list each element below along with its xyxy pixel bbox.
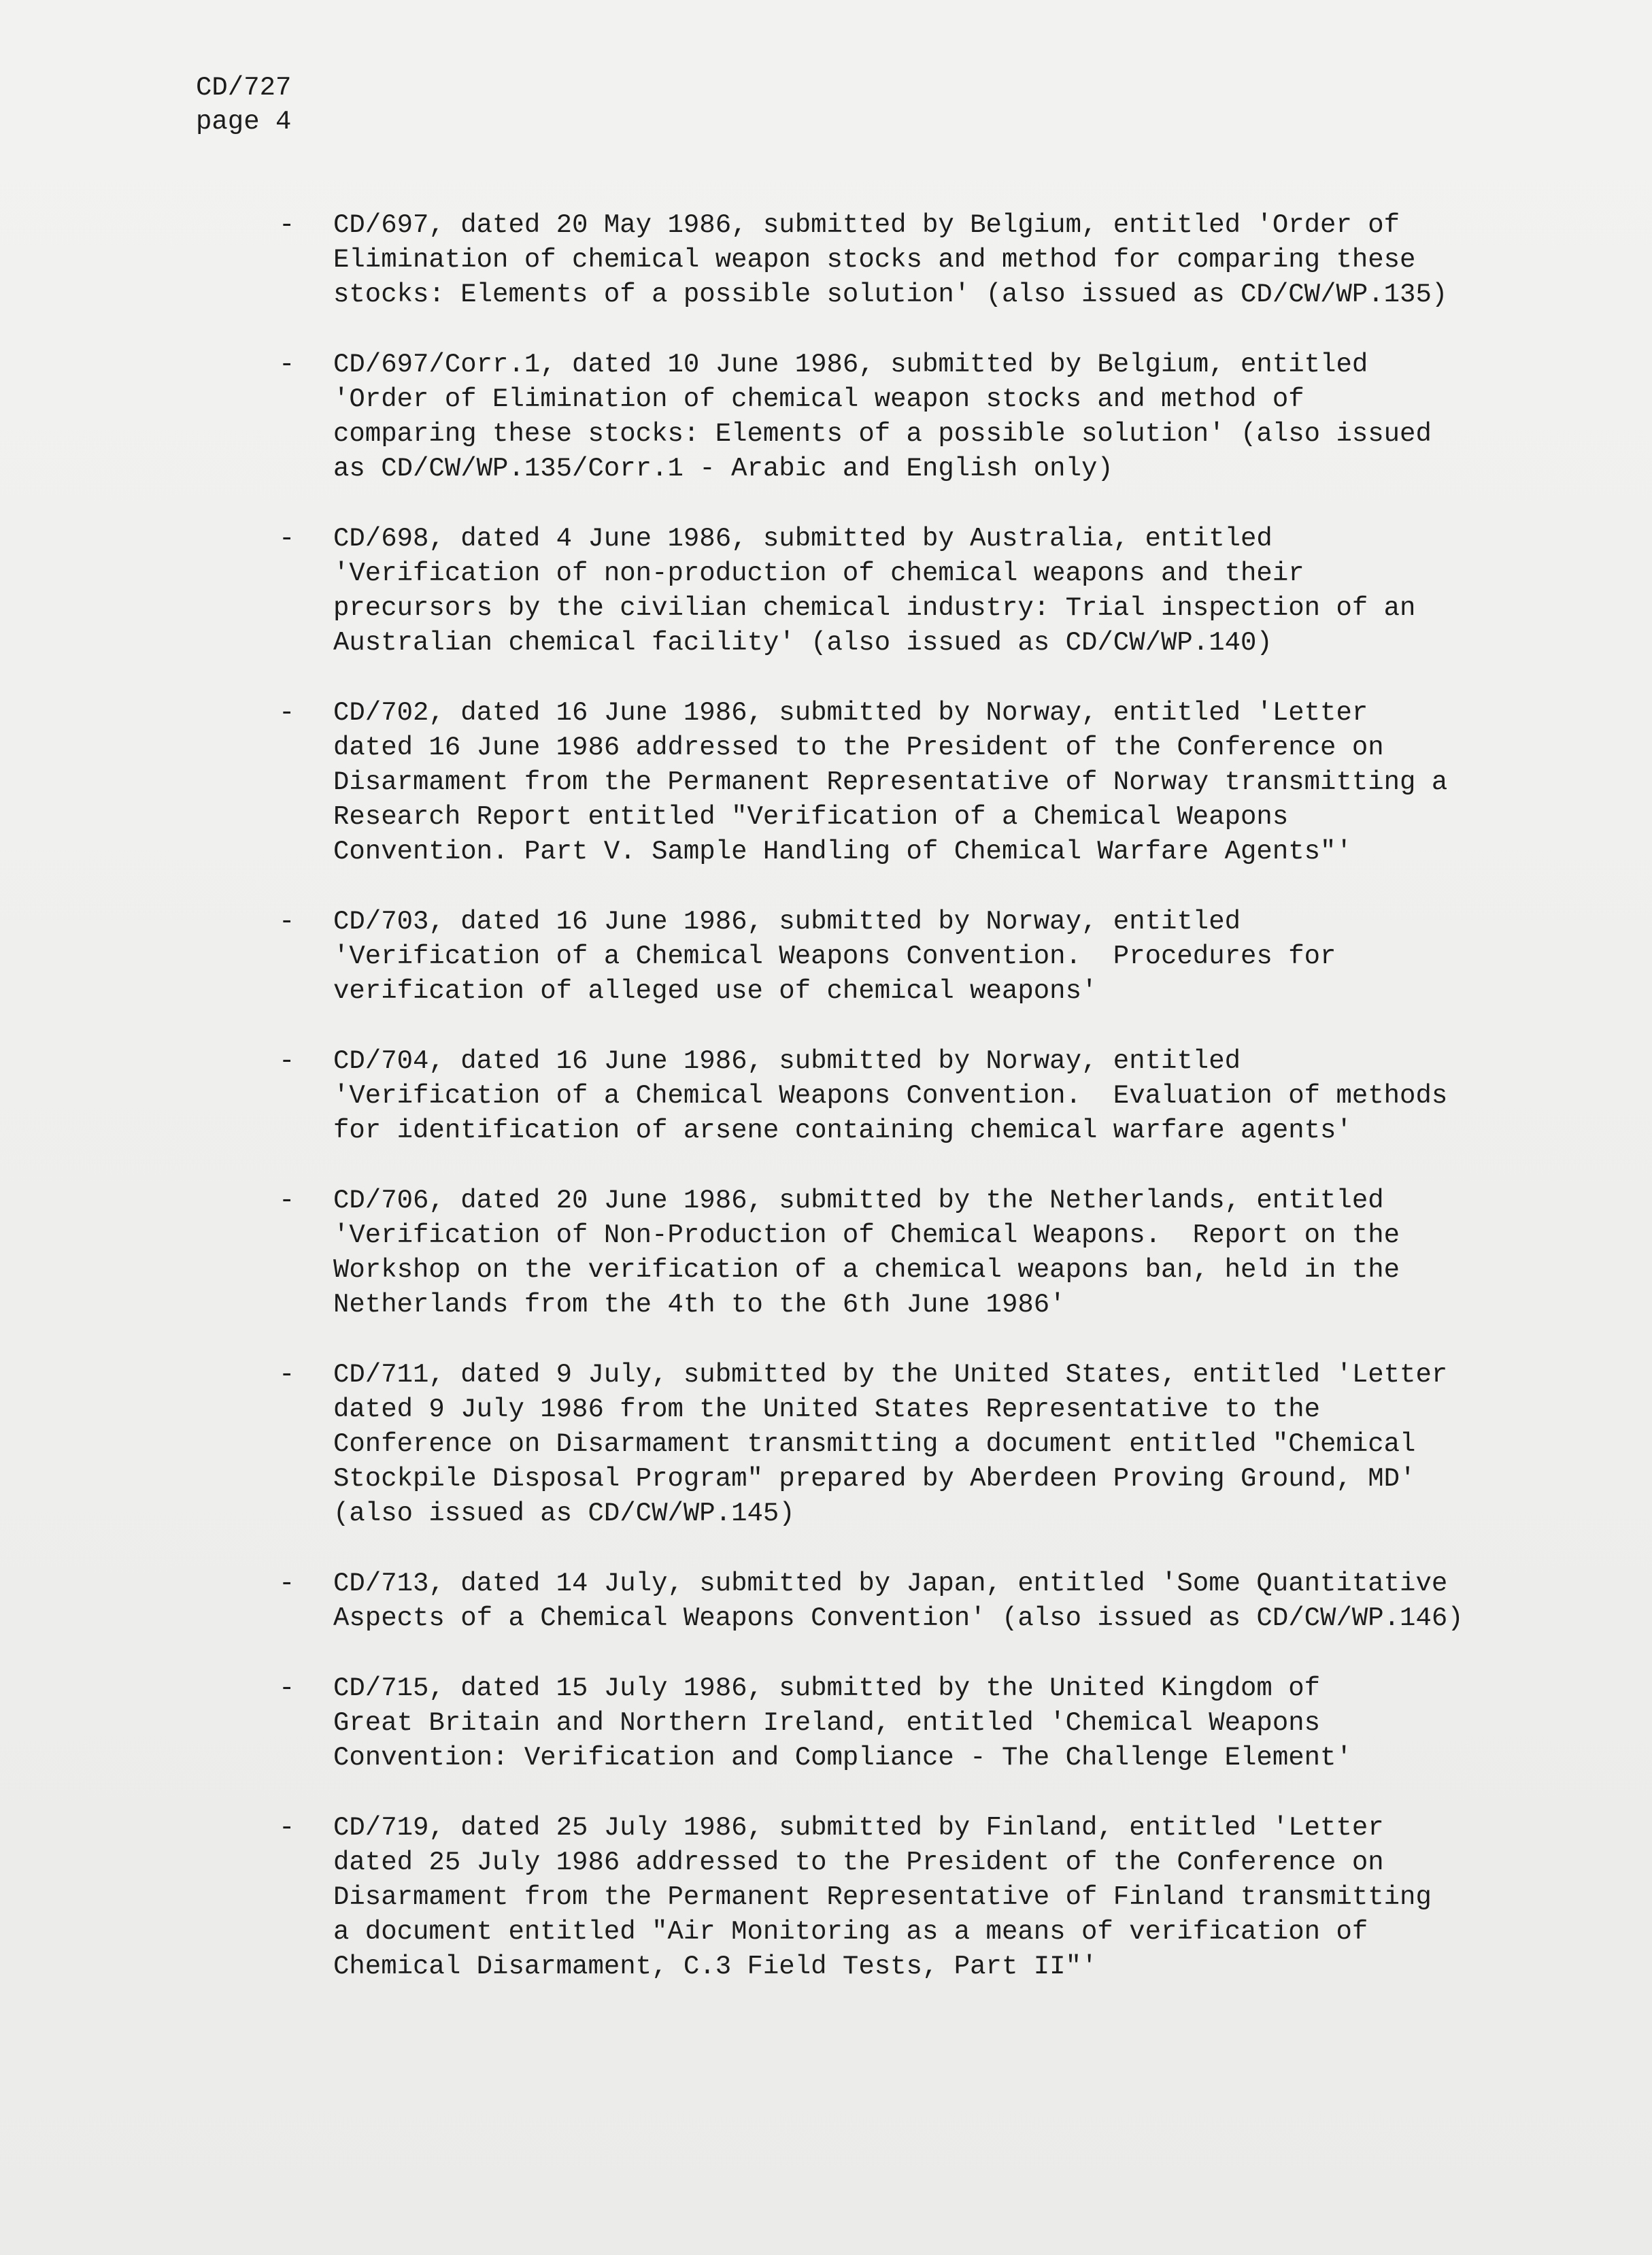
list-item-text-line: for identification of arsene containing chemical warfare agents': [333, 1116, 1352, 1146]
list-item-text-line: CD/697/Corr.1, dated 10 June 1986, submitted by Belgium, entitled: [333, 350, 1368, 380]
list-item-text-line: (also issued as CD/CW/WP.145): [333, 1499, 795, 1529]
list-bullet-dash: -: [279, 210, 295, 240]
list-item-text-line: Aspects of a Chemical Weapons Convention' (also issued as CD/CW/WP.146): [333, 1603, 1464, 1633]
list-item-text-line: dated 16 June 1986 addressed to the President of the Conference on: [333, 733, 1384, 763]
list-item-text-line: Disarmament from the Permanent Representative of Norway transmitting a: [333, 767, 1448, 797]
list-item-text-line: Chemical Disarmament, C.3 Field Tests, Part II"': [333, 1952, 1098, 1982]
document-list: [279, 208, 1612, 2020]
list-item: [279, 696, 1612, 869]
list-bullet-dash: -: [279, 1673, 295, 1703]
list-item-text-line: CD/719, dated 25 July 1986, submitted by Finland, entitled 'Letter: [333, 1813, 1384, 1843]
list-bullet-dash: -: [279, 1360, 295, 1390]
list-item-text-line: 'Verification of non-production of chemical weapons and their: [333, 558, 1304, 588]
list-item-text-line: CD/702, dated 16 June 1986, submitted by Norway, entitled 'Letter: [333, 698, 1368, 728]
list-item-text-line: CD/715, dated 15 July 1986, submitted by the United Kingdom of: [333, 1673, 1321, 1703]
page-header: [196, 71, 291, 139]
list-item-text-line: CD/697, dated 20 May 1986, submitted by Belgium, entitled 'Order of: [333, 210, 1400, 240]
list-item: [279, 348, 1612, 486]
list-bullet-dash: -: [279, 1186, 295, 1216]
list-item-text-line: Research Report entitled "Verification of a Chemical Weapons: [333, 802, 1289, 832]
list-item-text-line: 'Verification of a Chemical Weapons Convention. Procedures for: [333, 941, 1336, 971]
list-item-text-line: CD/704, dated 16 June 1986, submitted by Norway, entitled: [333, 1046, 1241, 1076]
list-item-text-line: dated 25 July 1986 addressed to the President of the Conference on: [333, 1848, 1384, 1877]
list-item-text-line: precursors by the civilian chemical industry: Trial inspection of an: [333, 593, 1416, 623]
list-item-text-line: CD/698, dated 4 June 1986, submitted by Australia, entitled: [333, 524, 1272, 554]
list-item-text-line: CD/703, dated 16 June 1986, submitted by Norway, entitled: [333, 907, 1241, 937]
list-item-text-line: 'Order of Elimination of chemical weapon stocks and method of: [333, 384, 1304, 414]
list-item: [279, 905, 1612, 1009]
list-bullet-dash: -: [279, 350, 295, 380]
list-item-text-line: Disarmament from the Permanent Representative of Finland transmitting: [333, 1882, 1432, 1912]
list-item: [279, 522, 1612, 661]
list-bullet-dash: -: [279, 1813, 295, 1843]
list-item: [279, 1671, 1612, 1775]
list-item-text-line: as CD/CW/WP.135/Corr.1 - Arabic and English only): [333, 454, 1113, 484]
list-item: [279, 1184, 1612, 1322]
list-item-text-line: Stockpile Disposal Program" prepared by Aberdeen Proving Ground, MD': [333, 1464, 1416, 1494]
list-bullet-dash: -: [279, 1569, 295, 1599]
list-item-text-line: Great Britain and Northern Ireland, entitled 'Chemical Weapons: [333, 1708, 1321, 1738]
list-item: [279, 208, 1612, 312]
list-item-text-line: a document entitled "Air Monitoring as a means of verification of: [333, 1917, 1368, 1947]
list-item-text-line: Netherlands from the 4th to the 6th June 1986': [333, 1290, 1066, 1320]
list-item-text-line: verification of alleged use of chemical weapons': [333, 976, 1098, 1006]
list-item-text-line: CD/713, dated 14 July, submitted by Japan, entitled 'Some Quantitative: [333, 1569, 1448, 1599]
list-item-text-line: CD/706, dated 20 June 1986, submitted by the Netherlands, entitled: [333, 1186, 1384, 1216]
list-item-text-line: dated 9 July 1986 from the United States Representative to the: [333, 1394, 1321, 1424]
list-item: [279, 1567, 1612, 1636]
list-item-text-line: Australian chemical facility' (also issued as CD/CW/WP.140): [333, 628, 1272, 658]
list-item-text-line: 'Verification of a Chemical Weapons Convention. Evaluation of methods: [333, 1081, 1448, 1111]
list-item-text-line: Convention. Part V. Sample Handling of Chemical Warfare Agents"': [333, 837, 1352, 867]
list-item-text-line: Convention: Verification and Compliance - The Challenge Element': [333, 1743, 1352, 1773]
list-bullet-dash: -: [279, 907, 295, 937]
list-item-text-line: Conference on Disarmament transmitting a document entitled "Chemical: [333, 1429, 1416, 1459]
list-bullet-dash: -: [279, 1046, 295, 1076]
list-item-text-line: comparing these stocks: Elements of a possible solution' (also issued: [333, 419, 1432, 449]
list-item-text-line: CD/711, dated 9 July, submitted by the United States, entitled 'Letter: [333, 1360, 1448, 1390]
list-item-text-line: Workshop on the verification of a chemical weapons ban, held in the: [333, 1255, 1400, 1285]
document-symbol: CD/727: [196, 73, 292, 103]
list-bullet-dash: -: [279, 698, 295, 728]
list-bullet-dash: -: [279, 524, 295, 554]
list-item: [279, 1044, 1612, 1148]
list-item-text-line: stocks: Elements of a possible solution' (also issued as CD/CW/WP.135): [333, 280, 1448, 310]
page-number: page 4: [196, 107, 292, 137]
list-item-text-line: 'Verification of Non-Production of Chemical Weapons. Report on the: [333, 1220, 1400, 1250]
list-item: [279, 1358, 1612, 1531]
list-item-text-line: Elimination of chemical weapon stocks and method for comparing these: [333, 245, 1416, 275]
list-item: [279, 1811, 1612, 1984]
